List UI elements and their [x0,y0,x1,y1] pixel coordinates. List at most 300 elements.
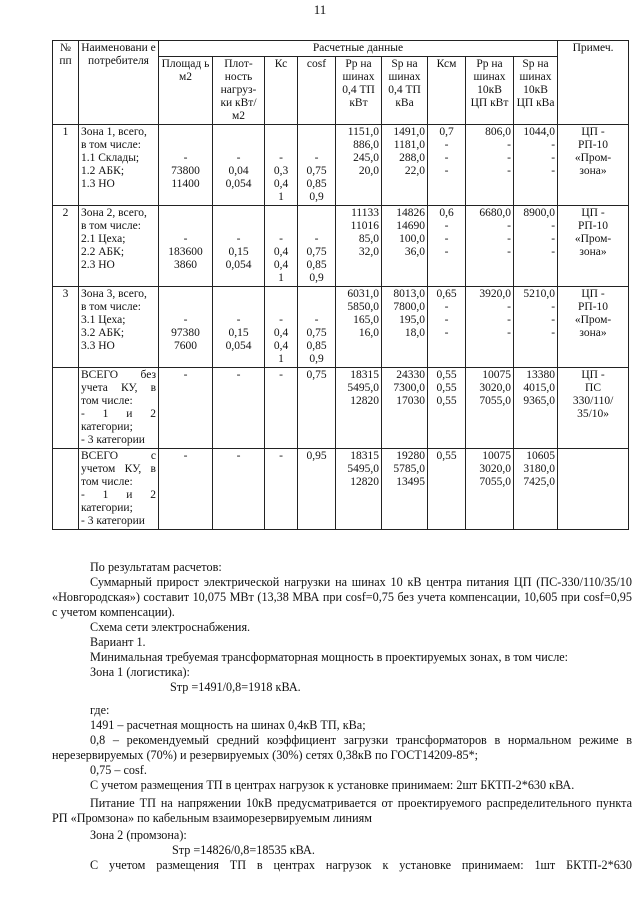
header-area: Площад ь м2 [159,57,213,125]
cell-line: 3920,0 [479,288,511,300]
cell-line [300,126,333,139]
cell-line: учета КУ, в [81,382,156,394]
cell-line: РП-10 [578,139,609,151]
cell-line [215,288,262,301]
cell-line: том числе: [81,476,133,488]
cell-line: - [236,233,241,245]
cell-line: - [444,152,449,164]
cell-line: - [236,450,241,462]
cell-line: 7600 [174,340,197,352]
cell-line: 6680,0 [479,207,511,219]
cell-line [161,139,210,152]
cell-line: 3180,0 [523,463,556,475]
cell-line: 10075 [482,450,511,462]
paragraph: Зона 1 (логистика): [90,665,190,679]
cell-line: 1.1 Склады; [81,152,140,164]
cell-line: 0,3 [273,165,289,177]
formula: Sтр =1491/0,8=1918 кВА. [170,680,301,694]
cell-line: - [183,450,188,462]
cell-line: 3.3 НО [81,340,115,352]
cell-line [161,288,210,301]
cell-line: 7055,0 [479,395,511,407]
cell-line: 1151,0 [347,126,379,138]
cell-line: - [279,233,283,245]
paragraph: Схема сети электроснабжения. [90,620,251,634]
cell-line: ЦП - [581,288,605,300]
cell-line: 3020,0 [479,382,511,394]
cell-pp04 [336,206,382,287]
cell-line: 2 [62,207,69,219]
cell-line: 3 [62,288,69,300]
cell-line: 10605 [526,450,556,462]
page-number: 11 [313,2,327,17]
cell-line: - [444,165,449,177]
cell-line: - [507,327,511,339]
cell-kc [265,449,298,530]
cell-line: - 1 и 2 [81,408,156,420]
paragraph: 0,8 – рекомендуемый средний коэффициент загрузки трансформаторов в нормальном режиме в нерезервируемых (70%) и резервируемых (30%) сетях 0,38кВ по ГОСТ14209-85*; [52,733,632,762]
cell-area [159,368,213,449]
cell-line: - [314,233,319,245]
cell-line: ЦП - [581,207,605,219]
cell-line: 3.2 АБК; [81,327,125,339]
cell-line: 3860 [174,259,197,271]
table-row [53,287,629,368]
cell-line: 0,75 [306,327,327,339]
cell-line: 4015,0 [523,382,556,394]
cell-kc [265,125,298,206]
cell-kc [265,368,298,449]
cell-line: ВСЕГО без [81,369,156,381]
cell-pp10 [466,125,514,206]
cell-line: том числе: [81,395,133,407]
cell-line: - [507,139,511,151]
cell-line: учетом КУ, в [81,463,156,475]
cell-sp10 [514,287,558,368]
cell-line [161,126,210,139]
cell-line: 14826 [396,207,425,219]
cell-line [215,220,262,233]
table-row [53,125,629,206]
cell-line: 8900,0 [523,207,556,219]
cell-line: - [507,314,511,326]
cell-line: - [444,314,449,326]
cell-line: в том числе: [81,139,141,151]
cell-density [213,287,265,368]
cell-line: - [183,233,188,245]
cell-line: 2.3 НО [81,259,115,271]
cell-sp04 [382,125,428,206]
cell-line: РП-10 [578,301,609,313]
paragraph: где: [90,703,110,717]
cell-pp10 [466,206,514,287]
cell-line: ЦП - [581,126,605,138]
cell-line: - [279,314,283,326]
cell-line: - 1 и 2 [81,489,156,501]
cell-area [159,125,213,206]
cell-line: 9365,0 [523,395,556,407]
cell-density [213,449,265,530]
cell-line: 0,054 [225,340,252,352]
cell-ksm [428,449,466,530]
cell-sp04 [382,449,428,530]
cell-line [300,288,333,301]
cell-sp04 [382,368,428,449]
cell-line: 0,7 [439,126,454,138]
cell-line: 1.3 НО [81,178,115,190]
cell-line: 8013,0 [393,288,425,300]
cell-line: «Пром- [574,152,612,164]
cell-line: 5210,0 [523,288,556,300]
cell-line: 20,0 [358,165,379,177]
cell-line [55,450,76,463]
cell-line: 1 [278,272,284,284]
cell-num [53,368,79,449]
cell-line: 165,0 [353,314,379,326]
paragraph: По результатам расчетов: [90,560,222,574]
cell-area [159,449,213,530]
cell-line: 0,4 [273,178,289,190]
cell-note [558,287,629,368]
header-ksm: Ксм [428,57,466,125]
table-row [53,449,629,530]
cell-sp04 [382,287,428,368]
cell-line: ВСЕГО с [81,450,156,462]
cell-pp10 [466,368,514,449]
cell-line: - [444,327,449,339]
cell-line: - [507,165,511,177]
cell-line: 7425,0 [523,476,556,488]
cell-line: - [551,165,556,177]
cell-line: 0,55 [436,382,457,394]
cell-sp10 [514,449,558,530]
cell-line: - [507,220,511,232]
cell-line: - [314,152,319,164]
cell-line: - [444,139,449,151]
cell-line: 288,0 [399,152,425,164]
cell-ksm [428,125,466,206]
cell-line: 7055,0 [479,476,511,488]
cell-note [558,125,629,206]
cell-line: - [236,152,241,164]
cell-line [55,369,76,382]
cell-pp04 [336,125,382,206]
cell-line: 10075 [482,369,511,381]
cell-line: 7800,0 [393,301,425,313]
cell-line: зона» [579,246,607,258]
cell-pp04 [336,287,382,368]
paragraph: Питание ТП на напряжении 10кВ предусматривается от проектируемого распределительного пункта РП «Промзона» по кабельным взаиморезервируемым линиям [52,796,632,825]
cell-line: 1 [278,191,284,203]
cell-line: 73800 [171,165,200,177]
cell-line: 100,0 [399,233,425,245]
cell-line: 3.1 Цеха; [81,314,126,326]
cell-line [215,126,262,139]
header-name: Наименовани е потребителя [79,41,159,125]
cell-line: - [279,450,283,462]
cell-line: зона» [579,165,607,177]
cell-line: 24330 [396,369,425,381]
cell-line: - [183,152,188,164]
cell-line: 886,0 [353,139,379,151]
table-row [53,368,629,449]
cell-line: 1044,0 [523,126,556,138]
cell-line [267,126,295,139]
paragraph: Вариант 1. [90,635,146,649]
cell-line: 0,85 [306,178,327,190]
cell-note [558,449,629,530]
cell-line: 0,75 [306,165,327,177]
cell-line [215,207,262,220]
cell-kc [265,206,298,287]
cell-area [159,287,213,368]
cell-line: - [314,314,319,326]
cell-cosf [298,368,336,449]
cell-line: - [551,139,556,151]
cell-line: 32,0 [358,246,379,258]
cell-line: - [444,301,449,313]
cell-num [53,206,79,287]
cell-line: 14690 [396,220,425,232]
cell-density [213,206,265,287]
header-note: Примеч. [558,41,629,125]
cell-line: 19280 [396,450,425,462]
paragraph: 1491 – расчетная мощность на шинах 0,4кВ ТП, кВа; [90,718,366,732]
cell-line: 0,9 [309,353,324,365]
cell-line: 5785,0 [393,463,425,475]
cell-line: 18315 [350,450,379,462]
cell-line: 2.2 АБК; [81,246,125,258]
paragraph: 0,75 – cosf. [90,763,147,777]
cell-line [267,288,295,301]
cell-name [79,206,159,287]
paragraph: С учетом размещения ТП в центрах нагрузок к установке принимаем: 1шт БКТП-2*630 [90,858,632,872]
body-text [52,560,632,873]
cell-line: - 3 категории [81,434,145,446]
cell-line [300,220,333,233]
cell-sp10 [514,206,558,287]
cell-line [267,207,295,220]
cell-line: 1 [62,126,69,138]
cell-line: - [551,327,556,339]
cell-line: - [183,314,188,326]
cell-cosf [298,125,336,206]
cell-cosf [298,449,336,530]
cell-name [79,449,159,530]
cell-line: 5850,0 [347,301,379,313]
cell-line: в том числе: [81,301,141,313]
table-row [53,206,629,287]
cell-line: - [183,369,188,381]
cell-line: - [279,152,283,164]
cell-sp04 [382,206,428,287]
cell-name [79,287,159,368]
cell-line: 0,4 [273,259,289,271]
cell-name [79,125,159,206]
cell-line: категории; [81,421,133,433]
header-density: Плот- ность нагруз- ки кВт/м2 [213,57,265,125]
cell-line: - [279,369,283,381]
cell-line: 183600 [168,246,203,258]
cell-line: 36,0 [404,246,425,258]
cell-density [213,368,265,449]
cell-line: в том числе: [81,220,141,232]
cell-line [161,301,210,314]
cell-line: 2.1 Цеха; [81,233,126,245]
cell-line [267,220,295,233]
cell-line: 1491,0 [393,126,425,138]
cell-line: ЦП - [581,369,605,381]
cell-line: 3020,0 [479,463,511,475]
cell-line: - [507,246,511,258]
cell-line: - [551,152,556,164]
formula: Sтр =14826/0,8=18535 кВА. [172,843,315,857]
cell-num [53,287,79,368]
cell-line: 18,0 [404,327,425,339]
cell-line: 0,15 [228,327,249,339]
cell-cosf [298,287,336,368]
cell-line: 0,85 [306,259,327,271]
cell-line: - [236,369,241,381]
calculation-table [52,40,629,530]
cell-line: 330/110/ [572,395,614,407]
cell-line: 0,85 [306,340,327,352]
header-pp10: Рр на шинах 10кВ ЦП кВт [466,57,514,125]
cell-line: 0,054 [225,178,252,190]
cell-line [215,139,262,152]
cell-line: - [551,301,556,313]
cell-line: Зона 1, всего, [81,126,147,138]
paragraph: Зона 2 (промзона): [90,828,187,842]
cell-line: ПС [585,382,602,394]
cell-line [300,301,333,314]
cell-line [300,139,333,152]
cell-sp10 [514,125,558,206]
cell-name [79,368,159,449]
cell-ksm [428,287,466,368]
cell-line: 13380 [526,369,556,381]
cell-pp04 [336,449,382,530]
header-kc: Кс [265,57,298,125]
cell-ksm [428,206,466,287]
cell-line: 0,15 [228,246,249,258]
cell-line: - [444,220,449,232]
cell-line: 0,4 [273,246,289,258]
header-calc-group: Расчетные данные [159,41,558,57]
cell-line: «Пром- [574,233,612,245]
cell-line: - [551,233,556,245]
cell-line: Зона 3, всего, [81,288,147,300]
cell-line: «Пром- [574,314,612,326]
cell-line: 5495,0 [347,382,379,394]
cell-line: 85,0 [358,233,379,245]
cell-kc [265,287,298,368]
cell-line [161,220,210,233]
cell-line: 11016 [350,220,379,232]
cell-pp10 [466,449,514,530]
cell-line: 97380 [171,327,200,339]
paragraph: С учетом размещения ТП в центрах нагрузок к установке принимаем: 2шт БКТП-2*630 кВА. [90,778,575,792]
cell-line: - [444,233,449,245]
cell-line: зона» [579,327,607,339]
cell-line: 12820 [350,395,379,407]
cell-area [159,206,213,287]
cell-sp10 [514,368,558,449]
cell-line: 195,0 [399,314,425,326]
header-sp10: Sp на шинах 10кВ ЦП кВа [514,57,558,125]
cell-line [267,139,295,152]
cell-line: 11133 [351,207,379,219]
cell-line: 22,0 [404,165,425,177]
cell-line: 0,75 [306,246,327,258]
header-cosf: cosf [298,57,336,125]
cell-ksm [428,368,466,449]
cell-pp10 [466,287,514,368]
cell-line: - [551,246,556,258]
cell-line: 0,054 [225,259,252,271]
cell-line: 0,04 [228,165,249,177]
cell-line: 0,9 [309,191,324,203]
cell-line: 11400 [171,178,200,190]
cell-line: 7300,0 [393,382,425,394]
cell-line: категории; [81,502,133,514]
cell-line: 0,55 [436,450,457,462]
cell-line: 12820 [350,476,379,488]
cell-line: 0,65 [436,288,457,300]
cell-line: 0,75 [306,369,327,381]
cell-line [267,301,295,314]
cell-line: 0,55 [436,395,457,407]
cell-note [558,368,629,449]
cell-line: 0,9 [309,272,324,284]
cell-line: РП-10 [578,220,609,232]
cell-line: - 3 категории [81,515,145,527]
cell-line: 0,4 [273,327,289,339]
cell-line: - [551,220,556,232]
paragraph: Суммарный прирост электрической нагрузки на шинах 10 кВ центра питания ЦП (ПС-330/110/35/10 «Новгородская») составит 10,075 МВт (13,38 МВА при cosf=0,75 без учета компенсации, 10,605 при cosf=0,95 с учетом компенсации). [52,575,632,619]
cell-line: 0,95 [306,450,327,462]
header-num: № пп [53,41,79,125]
cell-num [53,125,79,206]
cell-line: 0,55 [436,369,457,381]
cell-line: 35/10» [577,408,610,420]
cell-line: 6031,0 [347,288,379,300]
cell-line: 0,4 [273,340,289,352]
cell-cosf [298,206,336,287]
cell-line: 1.2 АБК; [81,165,125,177]
cell-line: - [551,314,556,326]
cell-line: 17030 [396,395,425,407]
paragraph: Минимальная требуемая трансформаторная мощность в проектируемых зонах, в том числе: [90,650,569,664]
cell-line: - [236,314,241,326]
cell-line: 13495 [396,476,425,488]
header-pp04: Рр на шинах 0,4 ТП кВт [336,57,382,125]
cell-line [161,207,210,220]
cell-line: 245,0 [353,152,379,164]
cell-line: 1 [278,353,284,365]
cell-num [53,449,79,530]
cell-line: 5495,0 [347,463,379,475]
cell-pp04 [336,368,382,449]
cell-line: 806,0 [485,126,511,138]
cell-line: 18315 [350,369,379,381]
cell-line: 0,6 [439,207,454,219]
cell-note [558,206,629,287]
cell-line: 1181,0 [393,139,425,151]
cell-line: - [507,233,511,245]
cell-line: - [507,152,511,164]
header-sp04: Sp на шинах 0,4 ТП кВа [382,57,428,125]
